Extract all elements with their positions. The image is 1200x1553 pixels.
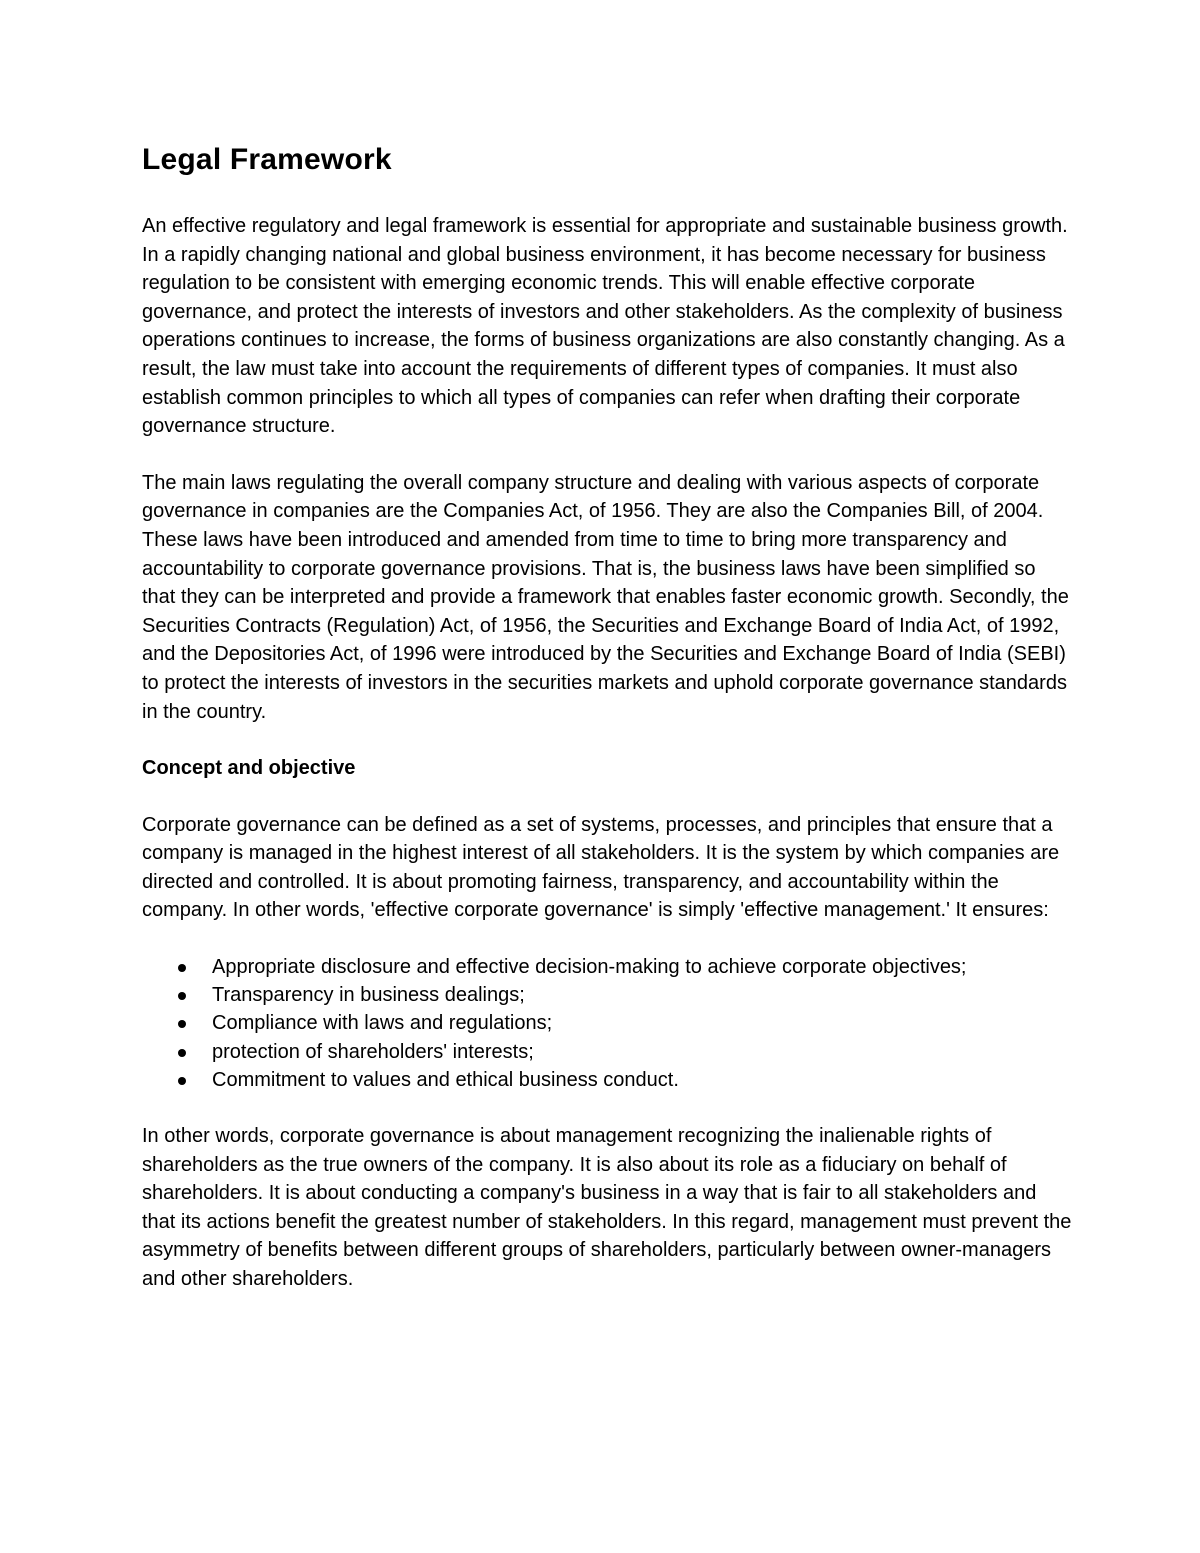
bullet-icon bbox=[178, 964, 186, 972]
list-item-text: protection of shareholders' interests; bbox=[212, 1040, 534, 1063]
list-item-text: Transparency in business dealings; bbox=[212, 984, 525, 1007]
bullet-icon bbox=[178, 992, 186, 1000]
section-heading: Concept and objective bbox=[142, 757, 356, 780]
list-item-text: Compliance with laws and regulations; bbox=[212, 1012, 553, 1035]
bullet-icon bbox=[178, 1077, 186, 1085]
spacer bbox=[142, 1094, 1072, 1122]
paragraph-definition: Corporate governance can be defined as a set of systems, processes, and principles that ensure that a company is managed in the highest interest of all stakeholders. It is the system by which companies are directed and controlled. It is about promoting fairness, transparency, and accountability within the company. In other words, 'effective corporate governance' is simply 'effective management.' It ensures: bbox=[142, 813, 1060, 922]
list-item-text: Appropriate disclosure and effective decision-making to achieve corporate objectives; bbox=[212, 956, 967, 979]
bullet-list bbox=[142, 953, 1072, 1094]
document-content bbox=[142, 138, 1072, 1294]
paragraph-laws: The main laws regulating the overall company structure and dealing with various aspects of corporate governance in companies are the Companies Act, of 1956. They are also the Companies Bill, of 2004. These laws have been introduced and amended from time to time to bring more transparency and accountability to corporate governance provisions. That is, the business laws have been simplified so that they can be interpreted and provide a framework that enables faster economic growth. Secondly, the Securities Contracts (Regulation) Act, of 1956, the Securities and Exchange Board of India Act, of 1992, and the Depositories Act, of 1996 were introduced by the Securities and Exchange Board of India (SEBI) to protect the interests of investors in the securities markets and uphold corporate governance standards in the country. bbox=[142, 471, 1069, 723]
list-item bbox=[176, 1066, 1072, 1094]
paragraph-closing: In other words, corporate governance is about management recognizing the inalienable rights of shareholders as the true owners of the company. It is also about its role as a fiduciary on behalf of shareholders. It is about conducting a company's business in a way that is fair to all stakeholders and that its actions benefit the greatest number of stakeholders. In this regard, management must prevent the asymmetry of benefits between different groups of shareholders, particularly between owner-managers and other shareholders. bbox=[142, 1125, 1072, 1291]
list-item bbox=[176, 1038, 1072, 1066]
list-item bbox=[176, 953, 1072, 981]
spacer bbox=[142, 441, 1072, 469]
list-item-text: Commitment to values and ethical business conduct. bbox=[212, 1068, 679, 1091]
list-item bbox=[176, 1009, 1072, 1037]
list-item bbox=[176, 981, 1072, 1009]
bullet-icon bbox=[178, 1049, 186, 1057]
page-title: Legal Framework bbox=[142, 143, 392, 176]
paragraph-intro: An effective regulatory and legal framework is essential for appropriate and sustainable business growth. In a rapidly changing national and global business environment, it has become necessary for business regulation to be consistent with emerging economic trends. This will enable effective corporate governance, and protect the interests of investors and other stakeholders. As the complexity of business operations continues to increase, the forms of business organizations are also constantly changing. As a result, the law must take into account the requirements of different types of companies. It must also establish common principles to which all types of companies can refer when drafting their corporate governance structure. bbox=[142, 215, 1068, 438]
spacer bbox=[142, 783, 1072, 811]
bullet-icon bbox=[178, 1020, 186, 1028]
spacer bbox=[142, 925, 1072, 953]
spacer bbox=[142, 182, 1072, 212]
spacer bbox=[142, 726, 1072, 754]
